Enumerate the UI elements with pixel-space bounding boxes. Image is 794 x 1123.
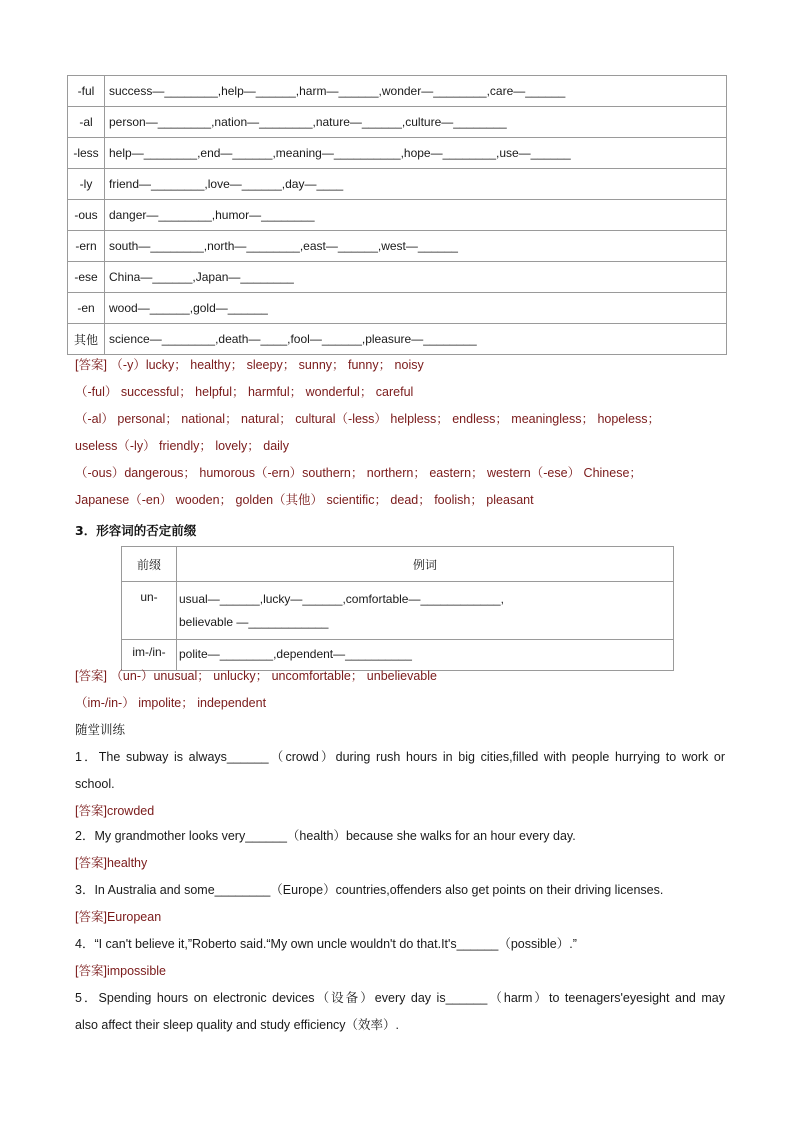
examples-cell: help—________,end—______,meaning—__________,hope—________,use—______ (105, 138, 727, 169)
examples-cell: wood—______,gold—______ (105, 293, 727, 324)
practice-heading: 随堂训练 (75, 723, 126, 737)
table-row (68, 200, 727, 231)
suffix-cell: -ly (68, 169, 105, 200)
examples-cell (177, 582, 674, 640)
table-row (68, 293, 727, 324)
answer-line: Japanese（-en） wooden； golden（其他） scientific； dead； foolish； pleasant (75, 493, 534, 507)
suffix-cell: -ful (68, 76, 105, 107)
question-text: 2．My grandmother looks very______（health）because she walks for an hour every day. (75, 829, 576, 843)
question-text: 4．“I can't believe it,”Roberto said.“My own uncle wouldn't do that.It's______（possible）.” (75, 937, 577, 951)
examples-cell: friend—________,love—______,day—____ (105, 169, 727, 200)
answer-line: [答案] （-y）lucky； healthy； sleepy； sunny； funny； noisy (75, 358, 424, 372)
table-row (122, 582, 674, 640)
suffix-cell: 其他 (68, 324, 105, 355)
answer-line: （-ous）dangerous； humorous（-ern）southern； northern； eastern； western（-ese） Chinese； (75, 466, 642, 480)
practice-item-4 (75, 931, 725, 985)
answer-text: [答案]crowded (75, 804, 155, 818)
question-text: 3．In Australia and some________（Europe）countries,offenders also get points on their driving licenses. (75, 883, 664, 897)
table-row (68, 169, 727, 200)
question-text: 1．The subway is always______（crowd）during rush hours in big cities,filled with people hurrying to work or (75, 750, 725, 764)
question-text: school. (75, 777, 115, 791)
answer-line: useless（-ly） friendly； lovely； daily (75, 439, 289, 453)
practice-item-5 (75, 985, 725, 1039)
answer-text: [答案]European (75, 910, 162, 924)
table-row (68, 231, 727, 262)
practice-item-3 (75, 877, 725, 931)
answer-block-suffixes (75, 352, 725, 514)
answer-line: （im-/in-） impolite； independent (75, 696, 267, 710)
practice-item-2 (75, 823, 725, 877)
answer-line: （-al） personal； national； natural； cultural（-less） helpless； endless； meaningless； hopeless； (75, 412, 660, 426)
answer-line: （-ful） successful； helpful； harmful； wonderful； careful (75, 385, 414, 399)
suffix-cell: -ous (68, 200, 105, 231)
examples-cell: south—________,north—________,east—______,west—______ (105, 231, 727, 262)
examples-line: believable —____________ (179, 615, 329, 629)
examples-line: polite—________,dependent—__________ (179, 647, 412, 661)
suffix-cell: -less (68, 138, 105, 169)
table-header-row (122, 547, 674, 582)
table-row (68, 138, 727, 169)
practice-item-1 (75, 744, 725, 825)
suffix-cell: -al (68, 107, 105, 138)
examples-cell: success—________,help—______,harm—______,wonder—________,care—______ (105, 76, 727, 107)
table-row (68, 262, 727, 293)
table-row (68, 324, 727, 355)
answer-text: [答案]healthy (75, 856, 148, 870)
answer-text: [答案]impossible (75, 964, 166, 978)
question-text: also affect their sleep quality and study efficiency（效率）. (75, 1018, 400, 1032)
prefix-cell: un- (122, 582, 177, 640)
header-prefix: 前缀 (122, 547, 177, 582)
prefix-cell: im-/in- (122, 640, 177, 671)
table-row (68, 76, 727, 107)
examples-line: usual—______,lucky—______,comfortable—____________, (179, 592, 504, 606)
suffix-cell: -ese (68, 262, 105, 293)
suffix-cell: -ern (68, 231, 105, 262)
examples-cell: China—______,Japan—________ (105, 262, 727, 293)
section-heading: 3．形容词的否定前缀 (75, 523, 197, 538)
answer-line: [答案] （un-）unusual； unlucky； uncomfortable； unbelievable (75, 669, 437, 683)
examples-cell: science—________,death—____,fool—______,pleasure—________ (105, 324, 727, 355)
suffix-table (67, 75, 727, 355)
negative-prefix-table (121, 546, 674, 671)
suffix-cell: -en (68, 293, 105, 324)
answer-block-prefixes (75, 663, 725, 717)
table-row (68, 107, 727, 138)
examples-cell: danger—________,humor—________ (105, 200, 727, 231)
examples-cell: person—________,nation—________,nature—______,culture—________ (105, 107, 727, 138)
question-text: 5．Spending hours on electronic devices（设备）every day is______（harm）to teenagers'eyesight and may (75, 991, 725, 1005)
header-examples: 例词 (177, 547, 674, 582)
